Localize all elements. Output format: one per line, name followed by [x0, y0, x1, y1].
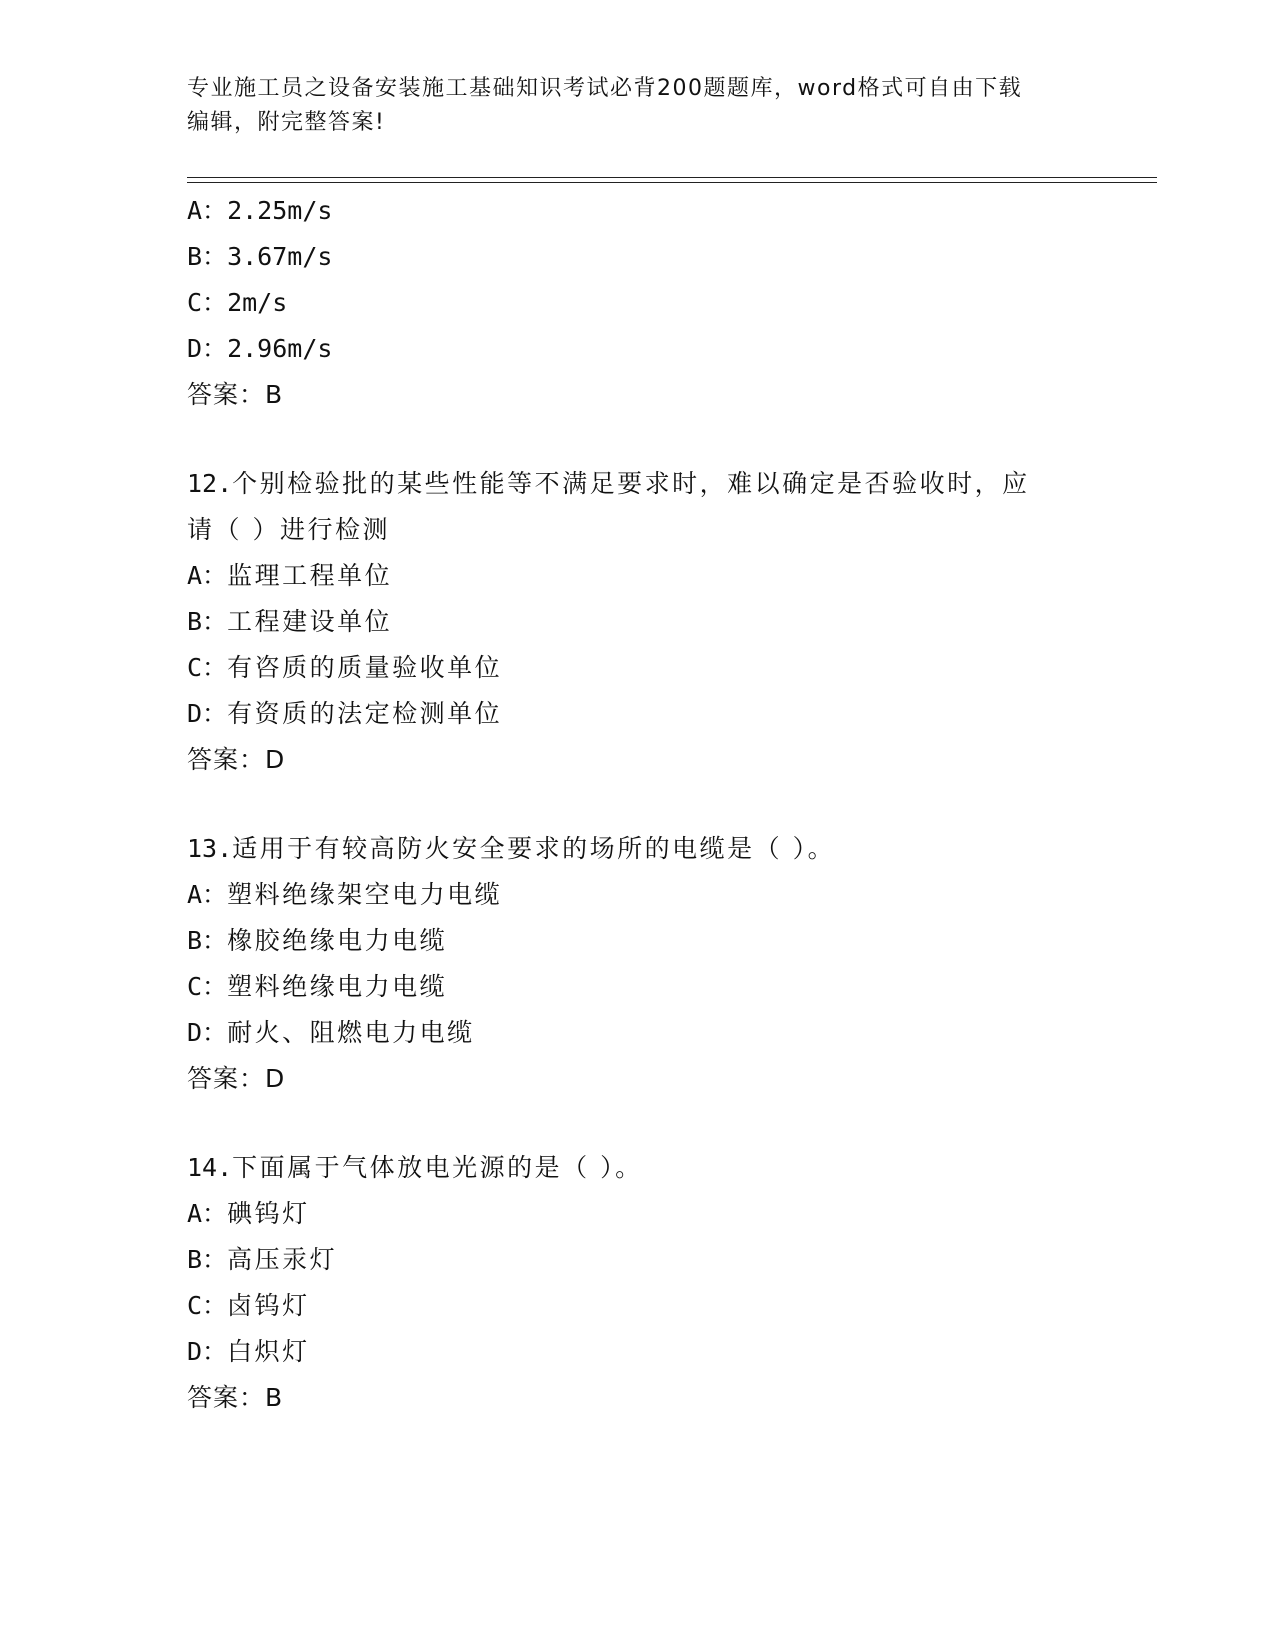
question-stem-continued: 请（ ）进行检测: [187, 515, 390, 544]
option-b: B：橡胶绝缘电力电缆: [187, 926, 448, 955]
option-a: A：碘钨灯: [187, 1199, 310, 1228]
option-a: A：塑料绝缘架空电力电缆: [187, 880, 503, 909]
spacer: [187, 1102, 1087, 1145]
option-d: D：耐火、阻燃电力电缆: [187, 1018, 475, 1047]
question-11: [187, 188, 1087, 418]
header-divider: [187, 177, 1157, 183]
header-line-2: 编辑，附完整答案!: [187, 110, 386, 135]
spacer: [187, 783, 1087, 826]
option-b: B：高压汞灯: [187, 1245, 338, 1274]
option-d: D：有资质的法定检测单位: [187, 699, 503, 728]
question-12: [187, 461, 1087, 783]
option-d: D：白炽灯: [187, 1337, 310, 1366]
option-c: C：2m/s: [187, 288, 288, 317]
answer: 答案：D: [187, 745, 286, 774]
question-stem: 13.适用于有较高防火安全要求的场所的电缆是（ ）。: [187, 834, 836, 863]
answer: 答案：D: [187, 1064, 286, 1093]
header-line-1: 专业施工员之设备安装施工基础知识考试必背200题题库，word格式可自由下载: [187, 76, 1023, 101]
option-a: A：2.25m/s: [187, 196, 333, 225]
question-list: [187, 188, 1087, 1421]
spacer: [187, 418, 1087, 461]
document-header: [187, 72, 1087, 140]
option-b: B：工程建设单位: [187, 607, 393, 636]
question-13: [187, 826, 1087, 1102]
question-stem: 12.个别检验批的某些性能等不满足要求时，难以确定是否验收时，应: [187, 469, 1030, 498]
option-c: C：卤钨灯: [187, 1291, 310, 1320]
option-a: A：监理工程单位: [187, 561, 393, 590]
option-d: D：2.96m/s: [187, 334, 333, 363]
question-14: [187, 1145, 1087, 1421]
answer: 答案：B: [187, 380, 284, 409]
answer: 答案：B: [187, 1383, 284, 1412]
question-stem: 14.下面属于气体放电光源的是（ ）。: [187, 1153, 643, 1182]
option-c: C：塑料绝缘电力电缆: [187, 972, 448, 1001]
option-c: C：有咨质的质量验收单位: [187, 653, 503, 682]
option-b: B：3.67m/s: [187, 242, 333, 271]
